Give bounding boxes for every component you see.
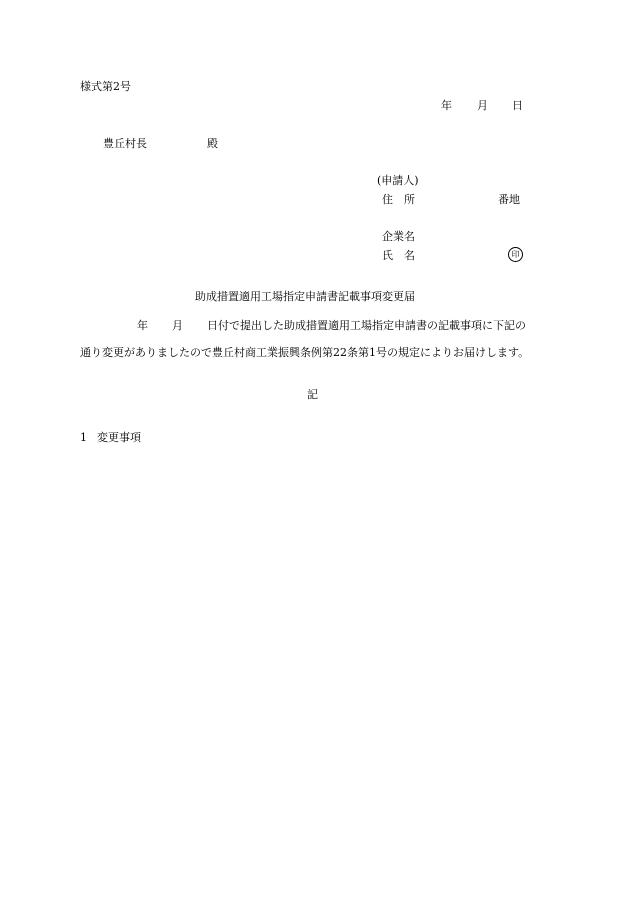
address-suffix: 番地 [498, 193, 520, 206]
body-month: 月 [172, 319, 183, 332]
addressee-name: 豊丘村長 [103, 137, 147, 150]
date-month: 月 [477, 99, 488, 112]
document-title: 助成措置適用工場指定申請書記載事項変更届 [195, 290, 415, 303]
body-line-1: 日付で提出した助成措置適用工場指定申請書の記載事項に下記の [207, 319, 526, 332]
item-number: 1 [80, 431, 87, 444]
body-year: 年 [137, 319, 148, 332]
ki-heading: 記 [307, 388, 318, 401]
addressee-honorific: 殿 [207, 137, 218, 150]
date-day: 日 [512, 99, 523, 112]
date-year: 年 [441, 99, 452, 112]
name-label: 氏 名 [382, 249, 415, 262]
body-line-2: 通り変更がありましたので豊丘村商工業振興条例第22条第1号の規定によりお届けします。 [80, 346, 530, 359]
seal-icon: 印 [508, 247, 523, 262]
address-label: 住 所 [382, 193, 415, 206]
form-number: 様式第2号 [80, 80, 131, 93]
item-label: 変更事項 [97, 431, 141, 444]
company-label: 企業名 [382, 230, 415, 243]
applicant-heading: (申請人) [377, 174, 419, 187]
